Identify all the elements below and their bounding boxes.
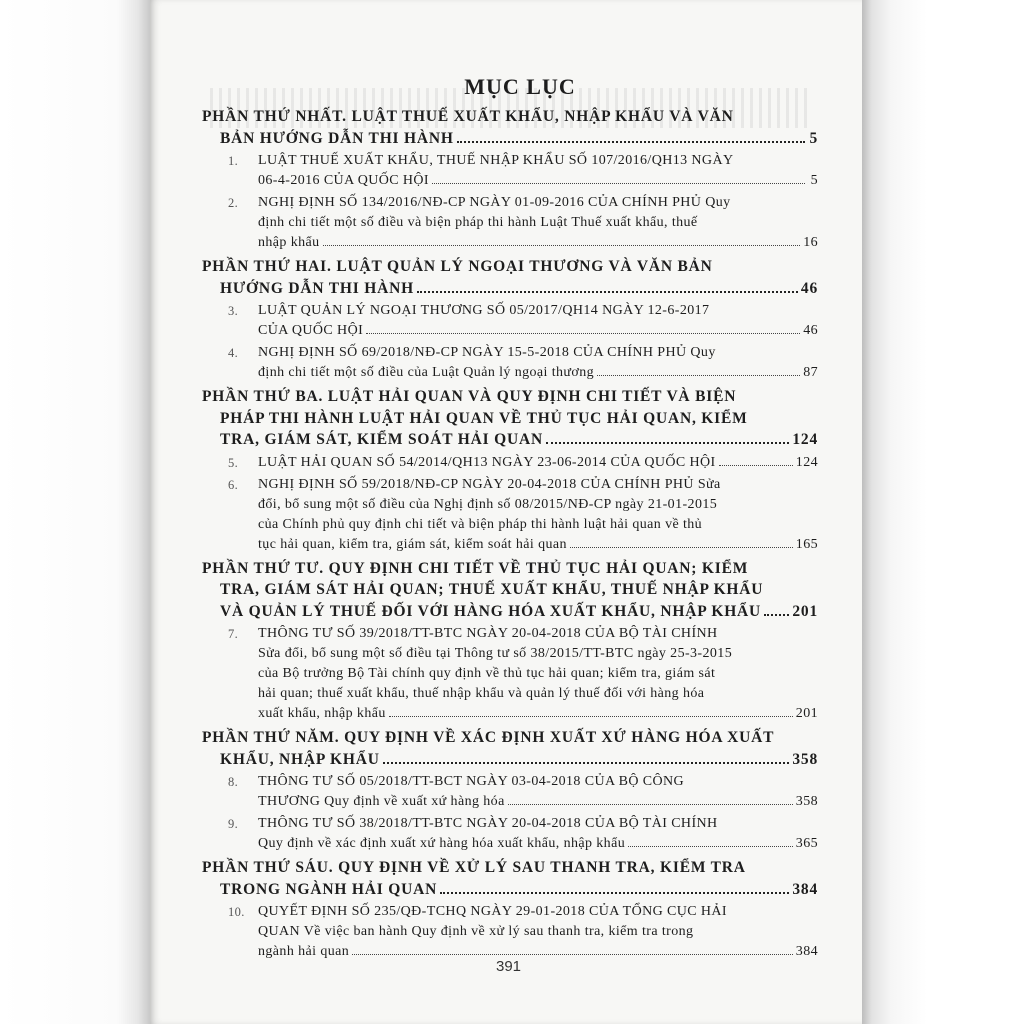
toc-entry [202, 301, 818, 341]
part-heading-line: PHẦN THỨ NĂM. QUY ĐỊNH VỀ XÁC ĐỊNH XUẤT XỨ HÀNG HÓA XUẤT [202, 729, 775, 746]
left-margin-shadow [0, 0, 150, 1024]
entry-title-line: THÔNG TƯ SỐ 05/2018/TT-BCT NGÀY 03-04-2018 CỦA BỘ CÔNG [258, 774, 685, 789]
leader-line [202, 749, 818, 771]
page-ref: 358 [792, 750, 818, 768]
leader-line [258, 704, 818, 724]
page-ref: 124 [792, 431, 818, 448]
toc-part [202, 558, 818, 623]
entry-title-line: xuất khẩu, nhập khẩu [258, 706, 386, 721]
entry-number: 5. [228, 455, 239, 470]
right-margin-shadow [862, 0, 1024, 1024]
entry-title-line: nhập khẩu [258, 235, 320, 250]
part-heading-line: TRONG NGÀNH HẢI QUAN [220, 880, 438, 898]
page-ref: 201 [795, 706, 818, 721]
leader-line [202, 278, 818, 300]
leader-line [258, 792, 818, 812]
entry-title-line: của Bộ trưởng Bộ Tài chính quy định về thủ tục hải quan; kiểm tra, giám sát [258, 666, 716, 681]
toc-entry [202, 624, 818, 724]
page-ref: 384 [792, 880, 818, 898]
dot-leader [440, 891, 789, 894]
dot-leader [628, 845, 793, 847]
part-heading-line: PHẦN THỨ HAI. LUẬT QUẢN LÝ NGOẠI THƯƠNG VÀ VĂN BẢN [202, 258, 713, 275]
leader-line [258, 363, 818, 383]
toc-entry [202, 343, 818, 383]
table-of-contents [202, 74, 818, 962]
leader-line [258, 834, 818, 854]
leader-line [258, 535, 818, 555]
page-ref: 87 [803, 365, 818, 380]
page-ref: 5 [809, 129, 818, 147]
entry-number: 6. [228, 477, 239, 492]
entry-title-line: LUẬT HẢI QUAN SỐ 54/2014/QH13 NGÀY 23-06-2014 CỦA QUỐC HỘI [258, 454, 716, 470]
toc-entry [202, 814, 818, 854]
entry-title-line: Sửa đổi, bổ sung một số điều tại Thông tư số 38/2015/TT-BTC ngày 25-3-2015 [258, 646, 733, 661]
toc-entry [202, 453, 818, 473]
dot-leader [719, 464, 793, 466]
toc-entry [202, 193, 818, 253]
entry-title-line: THÔNG TƯ SỐ 39/2018/TT-BTC NGÀY 20-04-2018 CỦA BỘ TÀI CHÍNH [258, 626, 718, 641]
entry-number: 9. [228, 817, 239, 831]
part-heading-line: KHẨU, NHẬP KHẨU [220, 750, 380, 768]
leader-line [258, 171, 818, 191]
entry-title-line: 06-4-2016 CỦA QUỐC HỘI [258, 173, 429, 188]
dot-leader [352, 953, 793, 955]
entry-number: 7. [228, 627, 239, 641]
part-heading-line: TRA, GIÁM SÁT HẢI QUAN; THUẾ XUẤT KHẨU, THUẾ NHẬP KHẨU [220, 581, 764, 598]
dot-leader [764, 613, 789, 616]
toc-entry [202, 475, 818, 555]
dot-leader [417, 290, 798, 293]
part-heading-line: PHÁP THI HÀNH LUẬT HẢI QUAN VỀ THỦ TỤC HẢI QUAN, KIỂM [220, 409, 748, 427]
entry-number: 1. [228, 154, 239, 168]
dot-leader [383, 761, 790, 764]
leader-line [202, 879, 818, 901]
page-ref: 46 [800, 279, 818, 297]
toc-entry [202, 902, 818, 962]
entry-title-line: của Chính phủ quy định chi tiết và biện pháp thi hành luật hải quan về thủ [258, 516, 703, 532]
toc-entry [202, 772, 818, 812]
toc-title: MỤC LỤC [464, 74, 576, 99]
leader-line [258, 942, 818, 962]
toc-part [202, 857, 818, 900]
page-ref: 365 [795, 836, 818, 851]
part-heading-line: TRA, GIÁM SÁT, KIỂM SOÁT HẢI QUAN [220, 431, 543, 448]
entry-title-line: LUẬT THUẾ XUẤT KHẨU, THUẾ NHẬP KHẨU SỐ 107/2016/QH13 NGÀY [258, 153, 734, 168]
entry-title-line: ngành hải quan [258, 944, 350, 959]
leader-line [258, 321, 818, 341]
toc-part [202, 727, 818, 770]
part-heading-line: PHẦN THỨ BA. LUẬT HẢI QUAN VÀ QUY ĐỊNH CHI TIẾT VÀ BIỆN [202, 388, 737, 405]
dot-leader [570, 546, 793, 548]
entry-title-line: THƯƠNG Quy định về xuất xứ hàng hóa [258, 794, 505, 809]
leader-line [202, 601, 818, 623]
entry-title-line: hải quan; thuế xuất khẩu, thuế nhập khẩu và quản lý thuế đối với hàng hóa [258, 686, 705, 701]
entry-title-line: NGHỊ ĐỊNH SỐ 59/2018/NĐ-CP NGÀY 20-04-2018 CỦA CHÍNH PHỦ Sửa [258, 476, 721, 492]
entry-title-line: tục hải quan, kiểm tra, giám sát, kiểm soát hải quan [258, 536, 567, 552]
toc-part [202, 256, 818, 299]
entry-title-line: đổi, bổ sung một số điều của Nghị định số 08/2015/NĐ-CP ngày 21-01-2015 [258, 496, 718, 512]
entry-title-line: THÔNG TƯ SỐ 38/2018/TT-BTC NGÀY 20-04-2018 CỦA BỘ TÀI CHÍNH [258, 816, 718, 831]
page-ref: 358 [795, 794, 818, 809]
entry-title-line: LUẬT QUẢN LÝ NGOẠI THƯƠNG SỐ 05/2017/QH14 NGÀY 12-6-2017 [258, 303, 710, 318]
part-heading-line: PHẦN THỨ TƯ. QUY ĐỊNH CHI TIẾT VỀ THỦ TỤC HẢI QUAN; KIỂM [202, 559, 749, 577]
leader-line [202, 429, 818, 451]
page-ref: 46 [803, 323, 818, 338]
entry-title-line: QUAN Về việc ban hành Quy định về xử lý sau thanh tra, kiểm tra trong [258, 924, 694, 939]
page-ref: 165 [795, 536, 818, 552]
entry-title-line: QUYẾT ĐỊNH SỐ 235/QĐ-TCHQ NGÀY 29-01-2018 CỦA TỔNG CỤC HẢI [258, 904, 727, 919]
dot-leader [389, 715, 793, 717]
entry-title-line: Quy định về xác định xuất xứ hàng hóa xuất khẩu, nhập khẩu [258, 836, 626, 851]
page-ref: 384 [795, 944, 818, 959]
page-ref: 16 [803, 235, 818, 250]
entry-number: 8. [228, 775, 239, 789]
entry-number: 3. [228, 304, 239, 318]
dot-leader [546, 441, 789, 444]
page-number: 391 [496, 958, 522, 975]
dot-leader [457, 140, 805, 143]
page-ref: 5 [810, 173, 818, 188]
entry-number: 10. [228, 905, 245, 919]
toc-entry [202, 151, 818, 191]
page-ref: 201 [792, 602, 818, 620]
dot-leader [366, 332, 800, 334]
page-ref: 124 [795, 454, 818, 470]
dot-leader [508, 803, 793, 805]
entry-title-line: NGHỊ ĐỊNH SỐ 134/2016/NĐ-CP NGÀY 01-09-2016 CỦA CHÍNH PHỦ Quy [258, 195, 731, 210]
leader-line [258, 453, 818, 473]
part-heading-line: PHẦN THỨ SÁU. QUY ĐỊNH VỀ XỬ LÝ SAU THANH TRA, KIỂM TRA [202, 859, 746, 876]
dot-leader [323, 244, 801, 246]
entry-title-line: CỦA QUỐC HỘI [258, 323, 364, 338]
dot-leader [597, 374, 800, 376]
toc-part [202, 386, 818, 451]
part-heading-line: BẢN HƯỚNG DẪN THI HÀNH [220, 129, 454, 147]
part-heading-line: HƯỚNG DẪN THI HÀNH [220, 279, 414, 297]
entry-number: 4. [228, 346, 239, 360]
leader-line [202, 128, 818, 150]
entry-title-line: định chi tiết một số điều và biện pháp thi hành Luật Thuế xuất khẩu, thuế [258, 215, 698, 230]
dot-leader [432, 182, 805, 184]
toc-part [202, 106, 818, 149]
part-heading-line: VÀ QUẢN LÝ THUẾ ĐỐI VỚI HÀNG HÓA XUẤT KHẨU, NHẬP KHẨU [220, 602, 762, 620]
entry-title-line: định chi tiết một số điều của Luật Quản lý ngoại thương [258, 365, 594, 380]
entry-title-line: NGHỊ ĐỊNH SỐ 69/2018/NĐ-CP NGÀY 15-5-2018 CỦA CHÍNH PHỦ Quy [258, 345, 716, 360]
entry-number: 2. [228, 196, 239, 210]
leader-line [258, 233, 818, 253]
part-heading-line: PHẦN THỨ NHẤT. LUẬT THUẾ XUẤT KHẨU, NHẬP KHẨU VÀ VĂN [202, 108, 734, 125]
